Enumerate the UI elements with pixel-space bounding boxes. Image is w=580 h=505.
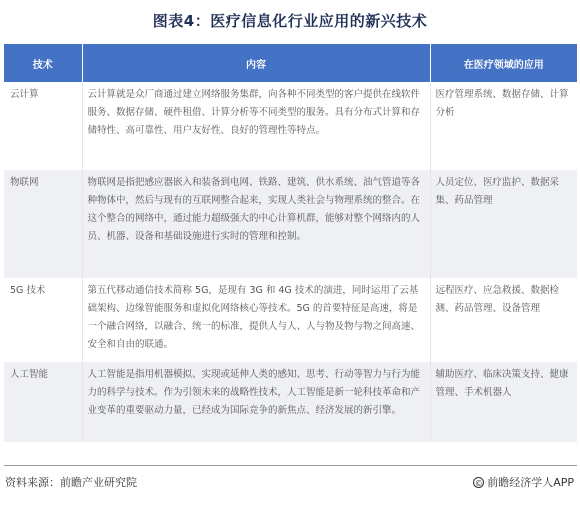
tech-name: 云计算: [4, 82, 82, 170]
header-tech: 技术: [4, 44, 82, 82]
footer-divider: [4, 465, 577, 466]
table-row: [4, 82, 577, 170]
tech-content: 第五代移动通信技术简称 5G，是现有 3G 和 4G 技术的演进，同时运用了云基础架构、边缘智能服务和虚拟化网络核心等技术。5G 的首要特征是高速，将是一个融合网络，以融合、统一的标准，提供人与人、人与物及物与物之间高速、安全和自由的联通。: [82, 278, 430, 362]
source-note: 资料来源：前瞻产业研究院: [5, 476, 137, 489]
header-content: 内容: [82, 44, 430, 82]
tech-table: [4, 44, 577, 442]
table-row: [4, 278, 577, 362]
chart-title: 图表4：医疗信息化行业应用的新兴技术: [152, 12, 428, 30]
brand-credit: [473, 474, 574, 490]
table-header-row: [4, 44, 577, 82]
tech-application: 人员定位、医疗监护、数据采集、药品管理: [430, 170, 577, 278]
tech-application: 医疗管理系统、数据存储、计算分析: [430, 82, 577, 170]
tech-name: 物联网: [4, 170, 82, 278]
copyright-icon: ©: [474, 478, 483, 488]
tech-content: 人工智能是指用机器模拟、实现或延伸人类的感知、思考、行动等智力与行为能力的科学与技术。作为引领未来的战略性技术，人工智能是新一轮科技革命和产业变革的重要驱动力量，已经成为国际竞争的新焦点、经济发展的新引擎。: [82, 362, 430, 442]
table-row: [4, 170, 577, 278]
tech-application: 辅助医疗、临床决策支持、健康管理、手术机器人: [430, 362, 577, 442]
header-application: 在医疗领域的应用: [430, 44, 577, 82]
tech-content: 物联网是指把感应器嵌入和装备到电网、铁路、建筑、供水系统、油气管道等各种物体中，然后与现有的互联网整合起来，实现人类社会与物理系统的整合。在这个整合的网络中，通过能力超级强大的中心计算机群，能够对整个网络内的人员、机器、设备和基础设施进行实时的管理和控制。: [82, 170, 430, 278]
table-row: [4, 362, 577, 442]
brand-name: 前瞻经济学人APP: [487, 476, 574, 489]
tech-application: 远程医疗、应急救援、数据检测、药品管理、设备管理: [430, 278, 577, 362]
tech-content: 云计算就是众厂商通过建立网络服务集群，向各种不同类型的客户提供在线软件服务、数据存储、硬件租借、计算分析等不同类型的服务。具有分布式计算和存储特性、高可靠性、用户友好性、良好的管理性等特点。: [82, 82, 430, 170]
tech-name: 5G 技术: [4, 278, 82, 362]
tech-name: 人工智能: [4, 362, 82, 442]
